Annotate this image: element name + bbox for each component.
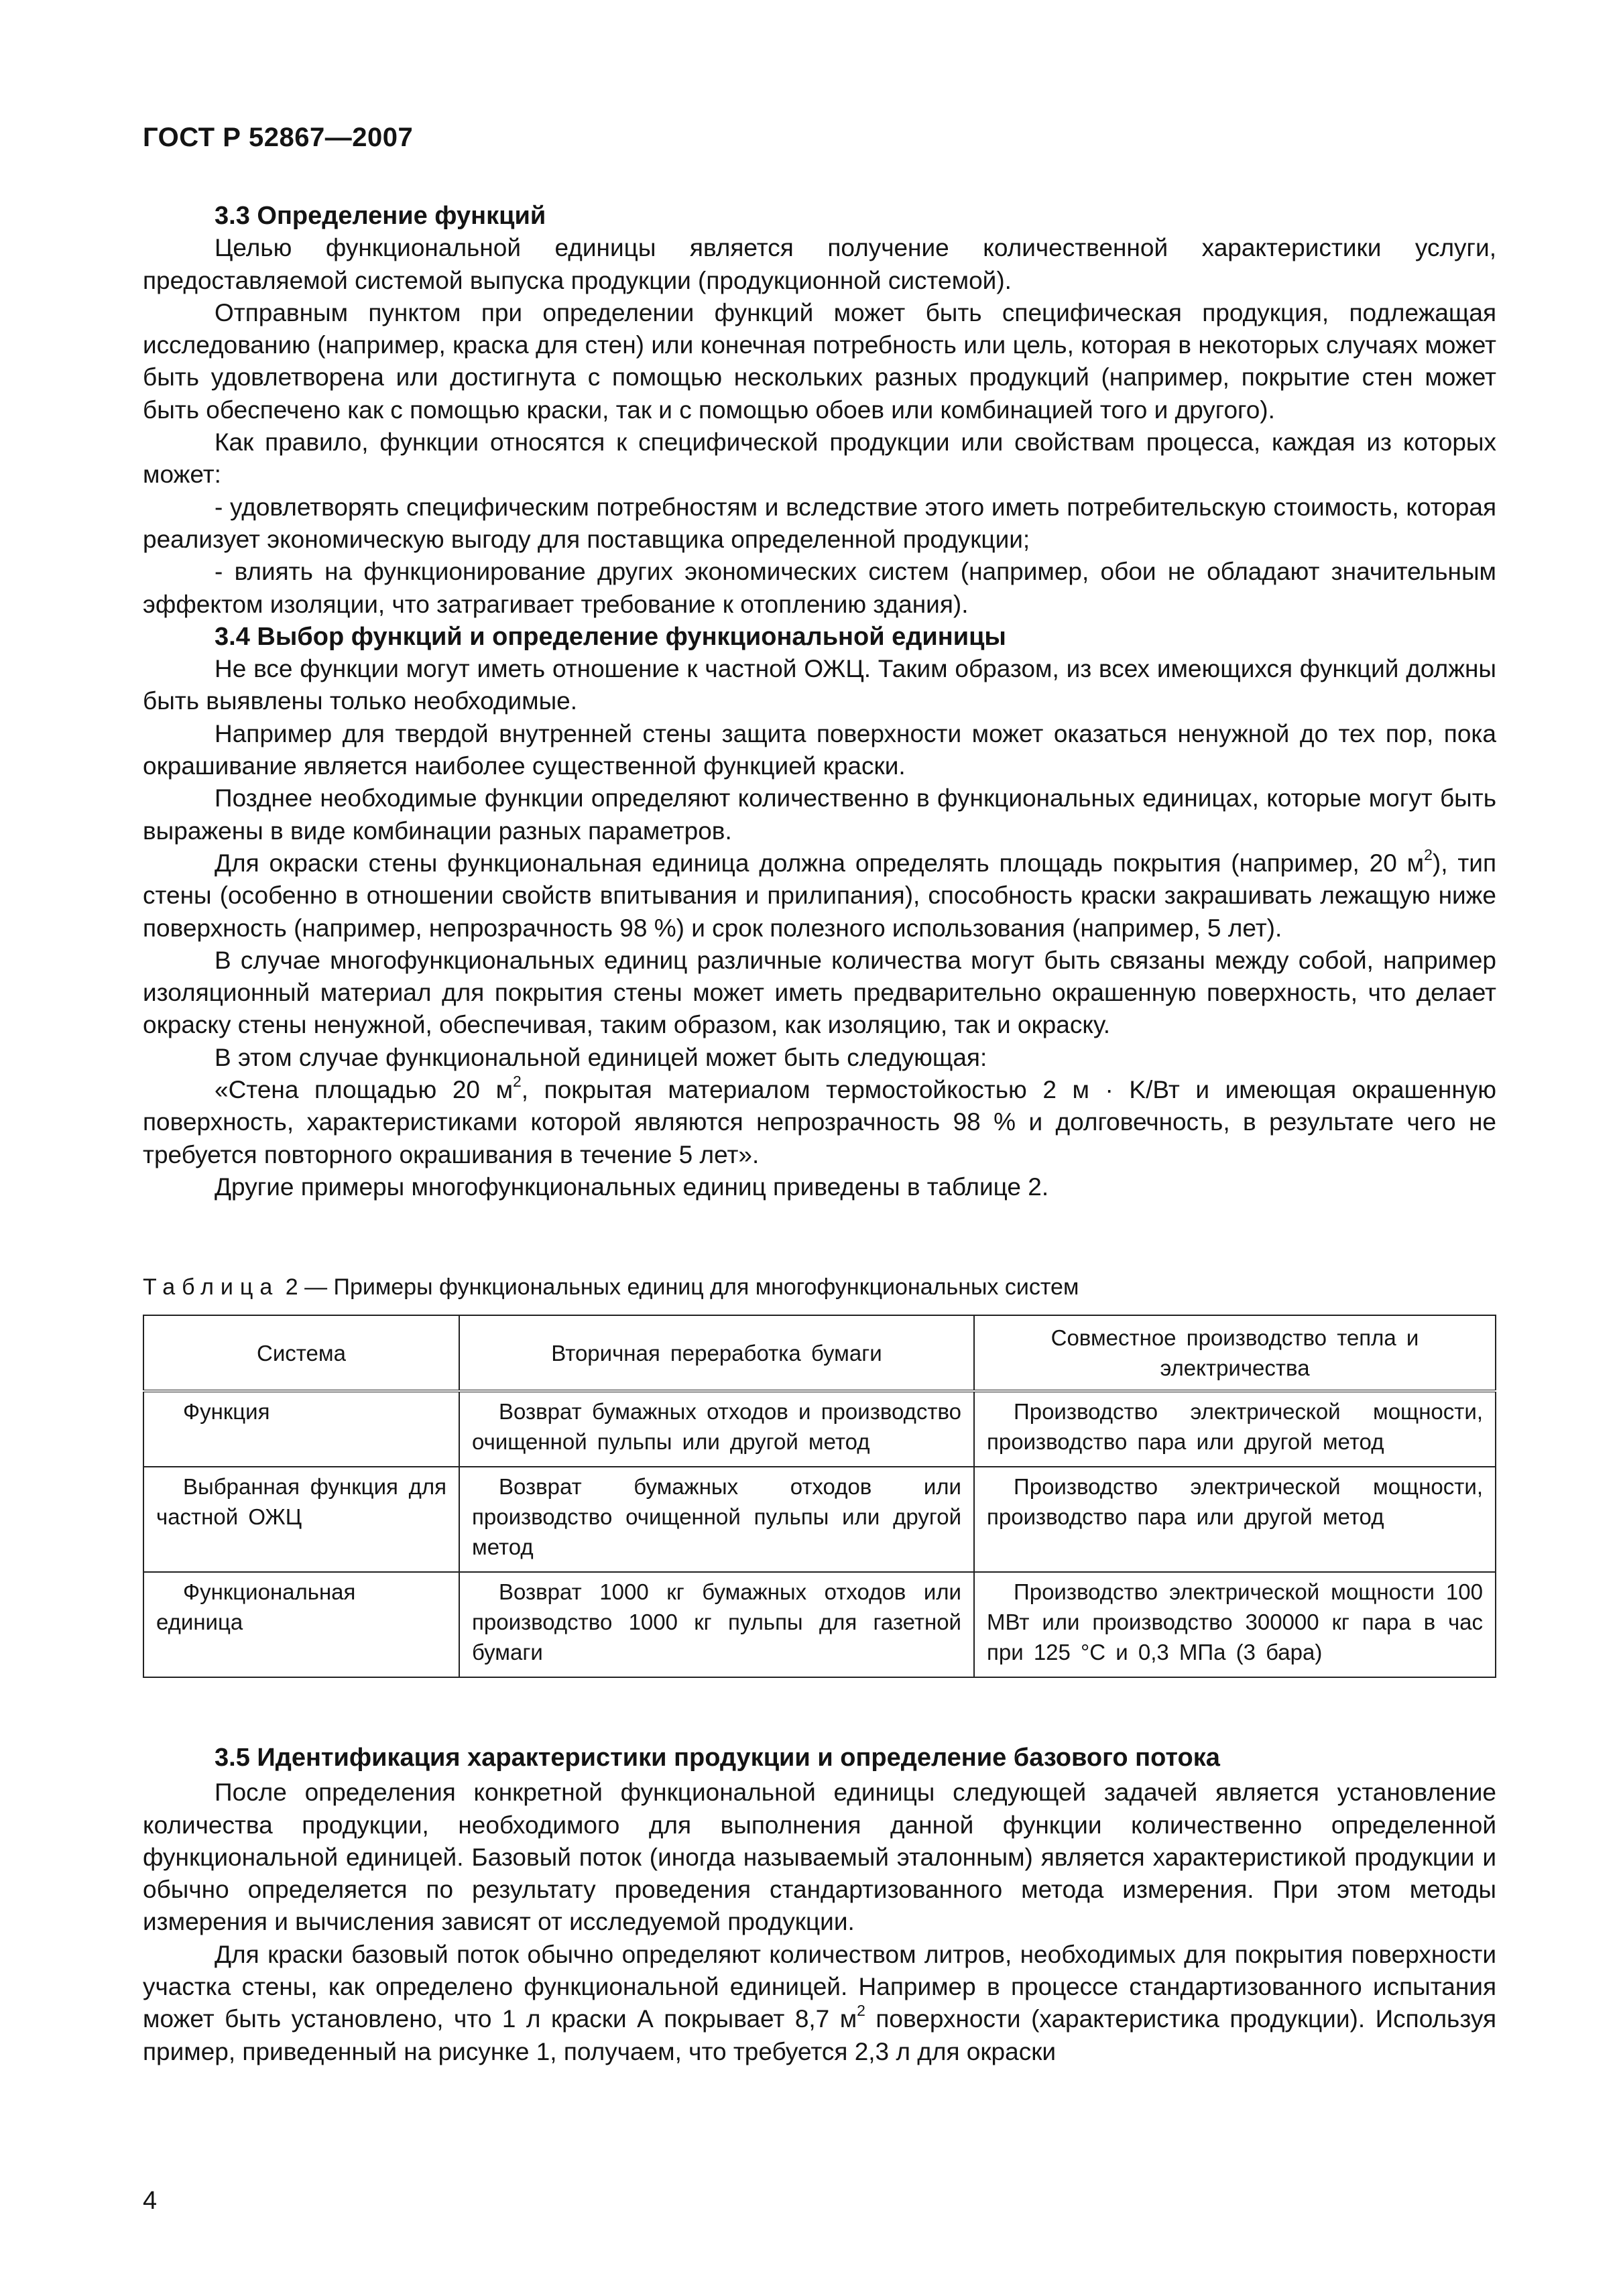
section-3-5-paragraph <box>143 1939 1496 2068</box>
table-cell <box>143 1572 459 1677</box>
table-cell <box>974 1391 1496 1467</box>
table-cell <box>459 1467 974 1572</box>
text-run: Для краски базовый поток обычно определяют количеством литров, необходимых для покрытия поверхности участка стены, как определено функциональной единицей. Например в процессе стандартизованного испытания может быть установлено, что 1 л краски А покрывает 8,7 м <box>143 1940 1496 2033</box>
cell-text: Функция <box>183 1399 270 1424</box>
text-run: ), тип стены (особенно в отношении свойств впитывания и прилипания), способность краски закрашивать лежащую ниже поверхность (например, непрозрачность 98 %) и срок полезного использования (например, 5 лет). <box>143 849 1497 942</box>
table-caption-text: 2 — Примеры функциональных единиц для многофункциональных систем <box>279 1274 1079 1300</box>
section-3-3-paragraph: Целью функциональной единицы является получение количественной характеристики услуги, предоставляемой системой выпуска продукции (продукционной системой). <box>143 234 1496 294</box>
table-cell <box>143 1391 459 1467</box>
superscript: 2 <box>857 2002 865 2020</box>
cell-text: Возврат бумажных отходов и производство очищенной пульпы или другой метод <box>472 1399 961 1454</box>
table-cell <box>459 1391 974 1467</box>
text-run: , покрытая материалом термостойкостью 2 м · K/Вт и имеющая окрашенную поверхность, характеристиками которой являются непрозрачность 98 % и долговечность, в результате чего не требуется повторного окрашивания в течение 5 лет». <box>143 1076 1496 1168</box>
table-row <box>143 1391 1496 1467</box>
section-3-5-heading: 3.5 Идентификация характеристики продукции и определение базового потока <box>215 1744 1220 1772</box>
section-3-4-paragraph: В случае многофункциональных единиц различные количества могут быть связаны между собой, например изоляционный материал для покрытия стены может иметь предварительно окрашенную поверхность, что делает окраску стены ненужной, обеспечивая, таким образом, как изоляцию, так и окраску. <box>143 946 1496 1039</box>
functional-units-table <box>143 1315 1496 1678</box>
superscript: 2 <box>513 1072 522 1090</box>
table-cell <box>459 1572 974 1677</box>
main-content <box>143 200 1496 1203</box>
section-3-5-paragraph: После определения конкретной функциональной единицы следующей задачей является установление количества продукции, необходимого для выполнения данной функции количественно определенной функциональной единицей. Базовый поток (иногда называемый эталонным) является характеристикой продукции и обычно определяется по результату проведения стандартизованного метода измерения. При этом методы измерения и вычисления зависят от исследуемой продукции. <box>143 1778 1496 1936</box>
table-header-cell: Система <box>143 1315 459 1391</box>
table-cell <box>143 1467 459 1572</box>
cell-text: Производство электрической мощности 100 МВт или производство 300000 кг пара в час при 125 °С и 0,3 МПа (3 бара) <box>987 1579 1483 1665</box>
table-header-row <box>143 1315 1496 1391</box>
page-header-standard-code: ГОСТ Р 52867—2007 <box>143 123 414 152</box>
page-number: 4 <box>143 2187 158 2215</box>
section-3-3-paragraph: Как правило, функции относятся к специфической продукции или свойствам процесса, каждая из которых может: <box>143 428 1496 489</box>
section-3-3-paragraph: Отправным пунктом при определении функций может быть специфическая продукция, подлежащая исследованию (например, краска для стен) или конечная потребность или цель, которая в некоторых случаях может быть удовлетворена или достигнута с помощью нескольких разных продукций (например, покрытие стен может быть обеспечено как с помощью краски, так и с помощью обоев или комбинацией того и другого). <box>143 298 1496 424</box>
section-3-3-heading: 3.3 Определение функций <box>215 202 546 230</box>
cell-text: Возврат 1000 кг бумажных отходов или производство 1000 кг пульпы для газетной бумаги <box>472 1579 961 1665</box>
cell-text: Функциональная единица <box>156 1579 356 1634</box>
table-caption <box>143 1274 1079 1301</box>
text-run: «Стена площадью 20 м <box>215 1076 514 1104</box>
section-3-4-paragraph <box>143 847 1496 945</box>
section-3-3-bullet: - удовлетворять специфическим потребностям и вследствие этого иметь потребительскую стоимость, которая реализует экономическую выгоду для поставщика определенной продукции; <box>143 493 1496 553</box>
section-3-4-paragraph: Позднее необходимые функции определяют количественно в функциональных единицах, которые могут быть выражены в виде комбинации разных параметров. <box>143 784 1496 845</box>
table-cell <box>974 1467 1496 1572</box>
section-3-4-heading: 3.4 Выбор функций и определение функциональной единицы <box>215 622 1006 651</box>
section-3-4-paragraph: В этом случае функциональной единицей может быть следующая: <box>215 1043 987 1071</box>
cell-text: Выбранная функция для частной ОЖЦ <box>156 1474 446 1529</box>
section-3-5-content <box>143 1742 1496 2068</box>
table-row <box>143 1572 1496 1677</box>
table-cell <box>974 1572 1496 1677</box>
superscript: 2 <box>1424 845 1433 863</box>
table-header-cell: Совместное производство тепла и электричества <box>974 1315 1496 1391</box>
section-3-3-bullet: - влиять на функционирование других экономических систем (например, обои не обладают значительным эффектом изоляции, что затрагивает требование к отоплению здания). <box>143 558 1496 618</box>
table-row <box>143 1467 1496 1572</box>
table-header-cell: Вторичная переработка бумаги <box>459 1315 974 1391</box>
table-caption-word: Таблица <box>143 1274 280 1300</box>
section-3-4-quote <box>143 1074 1496 1171</box>
text-run: Для окраски стены функциональная единица должна определять площадь покрытия (например, 20 м <box>215 849 1425 877</box>
cell-text: Возврат бумажных отходов или производство очищенной пульпы или другой метод <box>472 1474 961 1559</box>
cell-text: Производство электрической мощности, производство пара или другой метод <box>987 1399 1483 1454</box>
text-run: поверхности (характеристика продукции). Используя пример, приведенный на рисунке 1, получаем, что требуется 2,3 л для окраски <box>143 2005 1496 2065</box>
cell-text: Производство электрической мощности, производство пара или другой метод <box>987 1474 1483 1529</box>
section-3-4-paragraph: Не все функции могут иметь отношение к частной ОЖЦ. Таким образом, из всех имеющихся функций должны быть выявлены только необходимые. <box>143 655 1496 715</box>
section-3-4-paragraph: Другие примеры многофункциональных единиц приведены в таблице 2. <box>215 1172 1049 1201</box>
section-3-4-paragraph: Например для твердой внутренней стены защита поверхности может оказаться ненужной до тех пор, пока окрашивание является наиболее существенной функцией краски. <box>143 719 1496 780</box>
